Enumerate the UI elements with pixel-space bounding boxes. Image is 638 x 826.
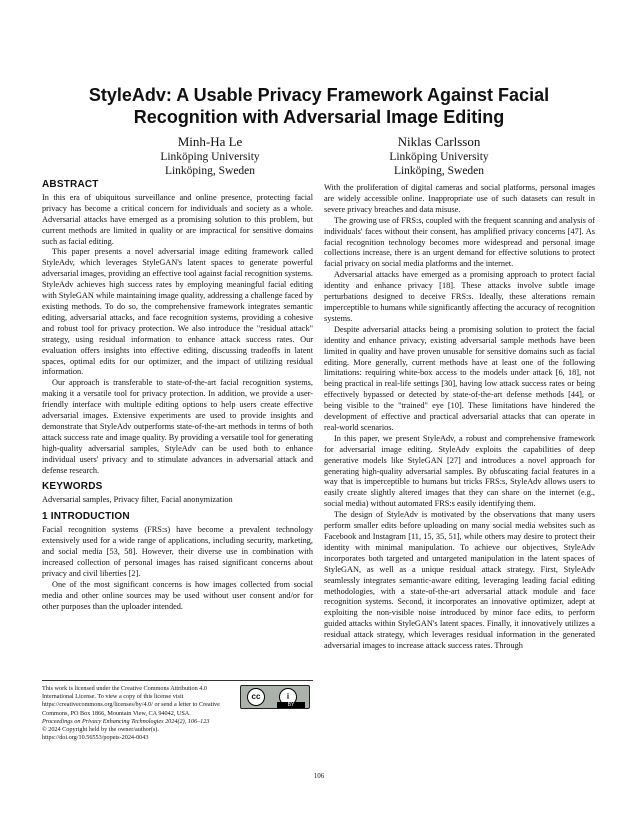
abstract-paragraph: Our approach is transferable to state-of-the-art facial recognition systems, making it a versatile tool for privacy protection. In addition, we provide a user-friendly interface with multiple editing options to help users create effective adversarial images. Extensive experiments are used to provide insights and demonstrate that StyleAdv outperforms state-of-the-art methods in terms of both attack success rate and image quality. By providing a versatile tool for generating high-quality adversarial samples, StyleAdv can be used both to enhance individual users' privacy and to stimulate advances in adversarial attack and defense research. <box>42 378 313 475</box>
author-block-2 <box>339 134 539 178</box>
intro-paragraph: The design of StyleAdv is motivated by the observations that many users perform smaller edits before uploading on many social media websites such as Facebook and Instagram [11, 15, 35, 51], while others may desire to protect their identity with minimal manipulation. To achieve our objectives, StyleAdv incorporates both targeted and untargeted manipulation in the latent spaces of StyleGAN, as well as a unique residual attack strategy. First, StyleAdv seamlessly integrates semantic-aware editing, leveraging leading facial editing methodologies, with a state-of-the-art adversarial attack module and face recognition systems. Second, it incorporates an innovative optimizer, adept at exploiting the non-visible noise introduced by minor face edits, to perform guided attacks within StyleGAN's latent spaces. Finally, it innovatively utilizes a residual attack strategy, which leverages residual information in the generated adversarial images to increase attack success rates. Through <box>324 510 595 651</box>
intro-paragraph: Adversarial attacks have emerged as a promising approach to protect facial identity and enhance privacy [18]. These attacks involve subtle image perturbations designed to deceive FRS:s. Ideally, these alterations remain imperceptible to humans while significantly affecting the accuracy of recognition systems. <box>324 270 595 323</box>
license-text: This work is licensed under the Creative Commons Attribution 4.0 International License. To view a copy of this license visit https://creativecommons.org/licenses/by/4.0/ or send a letter to Creative Commons, PO Box 1866, Mountain View, CA 94042, USA. <box>42 685 220 717</box>
author-block-1 <box>110 134 310 178</box>
author-location: Linköping, Sweden <box>164 165 256 177</box>
intro-paragraph: Despite adversarial attacks being a promising solution to protect the facial identity and enhance privacy, existing adversarial sample methods have been limited in quality and have proven unusable for sensitive domains such as facial editing. More generally, current methods have at least one of the following limitations: requiring white-box access to the models under attack [6, 18], not being practical in real-life settings [30], having low attack success rates or being effectively bypassed or detected by state-of-the-art defense methods [44], or being visible to the "trained" eye [10]. These limitations have hindered the development of effective and practical adversarial attacks that can operate in real-world scenarios. <box>324 324 595 432</box>
intro-paragraph: One of the most significant concerns is how images collected from social media and other online sources may be used without user consent and/or for other purposes than the uploader intended. <box>42 579 313 611</box>
creative-commons-icon: cc <box>247 688 265 706</box>
intro-paragraph: In this paper, we present StyleAdv, a robust and comprehensive framework for adversarial image editing. StyleAdv exploits the capabilities of deep generative models like StyleGAN [27] and introduces a novel approach for generating high-quality adversarial samples. By obfuscating facial features in a way that is imperceptible to humans but tricks FRS:s, StyleAdv allows users to easily create slightly altered images that they can share on the internet (e.g., social media) without automated FRS:s easily identifying them. <box>324 433 595 509</box>
author-location: Linköping, Sweden <box>393 165 485 177</box>
keywords-heading: KEYWORDS <box>42 481 103 493</box>
proceedings-line: Proceedings on Privacy Enhancing Technologies 2024(2), 106–123 <box>42 717 210 725</box>
abstract-paragraph: This paper presents a novel adversarial image editing framework called StyleAdv, which leverages StyleGAN's latent spaces to generate powerful adversarial images, providing an effective tool against facial recognition systems. StyleAdv achieves high success rates by employing meaningful facial editing with StyleGAN while maintaining image quality, addressing a challenge faced by existing methods. To do so, the comprehensive framework integrates semantic editing, adversarial attacks, and face recognition systems, providing a cohesive and robust tool for privacy protection. We also introduce the "residual attack" strategy, using residual information to enhance attack success rates. Our evaluation offers insights into effective editing, discussing tradeoffs in latent spaces, optimal edits for our optimizer, and the impact of utilizing residual information. <box>42 247 313 377</box>
license-footer <box>42 680 313 742</box>
abstract-heading: ABSTRACT <box>42 179 99 190</box>
doi-link[interactable]: https://doi.org/10.56553/popets-2024-0043 <box>42 734 149 742</box>
author-name: Minh-Ha Le <box>177 134 243 149</box>
page-number: 106 <box>313 772 325 780</box>
attribution-person-icon: i <box>279 688 297 706</box>
by-label: BY <box>277 702 305 708</box>
paper-title: StyleAdv: A Usable Privacy Framework Against Facial Recognition with Adversarial Image Editing <box>88 85 550 127</box>
author-affiliation: Linköping University <box>160 151 260 163</box>
keywords-text: Adversarial samples, Privacy filter, Facial anonymization <box>42 495 233 505</box>
author-name: Niklas Carlsson <box>397 134 481 149</box>
author-affiliation: Linköping University <box>389 151 489 163</box>
intro-paragraph: Facial recognition systems (FRS:s) have become a prevalent technology extensively used for a wide range of applications, including security, marketing, and social media [53, 58]. However, their diverse use in combination with increased collection of personal images has raised significant concerns about privacy and civil liberties [2]. <box>42 525 313 578</box>
copyright-line: © 2024 Copyright held by the owner/author(s). <box>42 726 159 734</box>
left-column <box>42 180 313 612</box>
introduction-heading: 1 INTRODUCTION <box>42 511 130 523</box>
cc-by-license-badge[interactable] <box>240 685 310 709</box>
abstract-paragraph: In this era of ubiquitous surveillance and online presence, protecting facial privacy has become a critical concern for individuals and society as a whole. Adversarial attacks have emerged as a promising solution to this problem, but current methods are limited in quality or are impractical for sensitive domains such as facial editing. <box>42 192 313 246</box>
intro-paragraph: With the proliferation of digital cameras and social platforms, personal images are widely accessible online. Inappropriate use of such datasets can result in severe privacy breaches and data misuse. <box>324 183 595 214</box>
right-column <box>324 183 595 652</box>
intro-paragraph: The growing use of FRS:s, coupled with the frequent scanning and analysis of individuals' faces without their consent, has amplified privacy concerns [47]. As facial recognition technology becomes more widespread and personal image collections increase, there is an urgent demand for effective solutions to protect facial privacy on social media platforms and the internet. <box>324 215 595 269</box>
